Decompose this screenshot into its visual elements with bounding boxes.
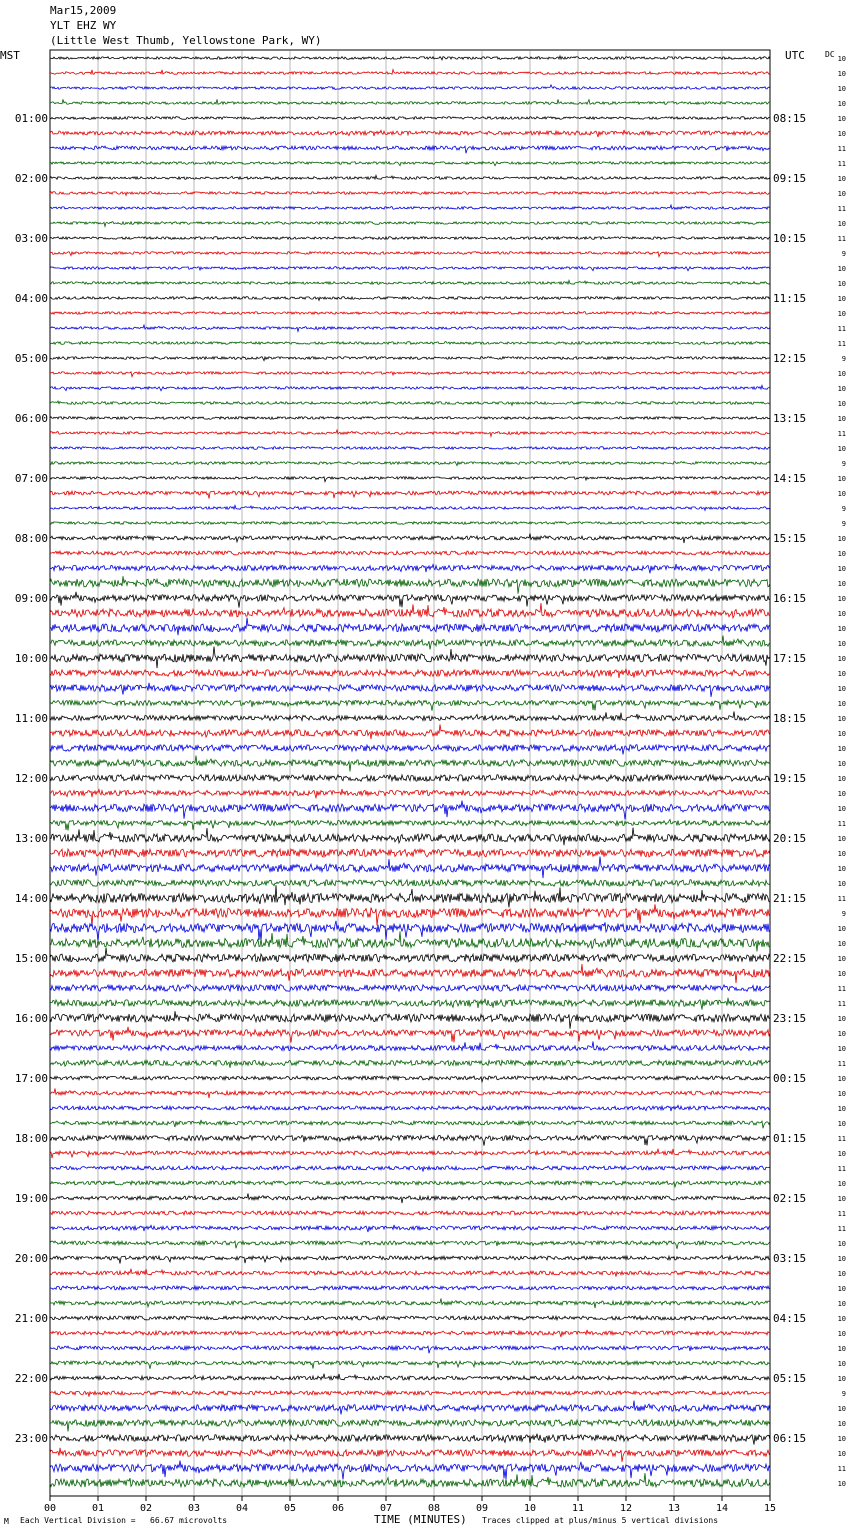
dc-offset-label: 10 bbox=[837, 805, 846, 813]
dc-offset-label: 10 bbox=[837, 1345, 846, 1353]
seismic-trace bbox=[50, 491, 770, 499]
seismic-trace bbox=[50, 312, 770, 315]
right-hour-label: 04:15 bbox=[773, 1312, 807, 1325]
x-tick-label: 07 bbox=[379, 1503, 393, 1514]
seismic-trace bbox=[50, 636, 770, 650]
x-tick-label: 12 bbox=[619, 1503, 633, 1514]
seismic-trace bbox=[50, 1374, 770, 1380]
label-group bbox=[15, 55, 846, 1514]
dc-offset-label: 10 bbox=[837, 1330, 846, 1338]
seismic-trace bbox=[50, 700, 770, 710]
seismic-trace bbox=[50, 618, 770, 636]
x-tick-label: 00 bbox=[43, 1503, 57, 1514]
plot-date: Mar15,2009 bbox=[50, 4, 117, 17]
left-hour-label: 15:00 bbox=[14, 952, 48, 965]
dc-offset-label: 10 bbox=[837, 535, 846, 543]
seismic-trace bbox=[50, 828, 770, 846]
x-tick-label: 08 bbox=[427, 1503, 441, 1514]
seismic-trace bbox=[50, 205, 770, 209]
dc-offset-label: 10 bbox=[837, 295, 846, 303]
seismic-trace bbox=[50, 146, 770, 153]
seismic-trace bbox=[50, 801, 770, 820]
dc-offset-label: 10 bbox=[837, 1195, 846, 1203]
right-hour-label: 03:15 bbox=[773, 1252, 807, 1265]
seismic-trace bbox=[50, 1473, 770, 1487]
right-hour-label: 13:15 bbox=[773, 412, 807, 425]
seismic-trace bbox=[50, 85, 770, 89]
dc-offset-label: 9 bbox=[841, 520, 846, 528]
dc-offset-label: 10 bbox=[837, 1255, 846, 1263]
seismic-trace bbox=[50, 921, 770, 942]
seismic-trace bbox=[50, 417, 770, 420]
left-hour-label: 06:00 bbox=[14, 412, 48, 425]
dc-offset-label: 10 bbox=[837, 670, 846, 678]
seismic-trace bbox=[50, 724, 770, 739]
dc-offset-label: 10 bbox=[837, 1090, 846, 1098]
seismic-trace bbox=[50, 985, 770, 991]
left-hour-label: 09:00 bbox=[14, 592, 48, 605]
right-hour-label: 17:15 bbox=[773, 652, 807, 665]
seismic-trace bbox=[50, 998, 770, 1010]
dc-offset-label: 10 bbox=[837, 1375, 846, 1383]
left-hour-label: 01:00 bbox=[14, 112, 48, 125]
dc-offset-label: 10 bbox=[837, 955, 846, 963]
x-tick-label: 06 bbox=[331, 1503, 345, 1514]
seismic-trace bbox=[50, 1316, 770, 1320]
right-hour-label: 15:15 bbox=[773, 532, 807, 545]
seismic-trace bbox=[50, 297, 770, 301]
dc-offset-label: 10 bbox=[837, 730, 846, 738]
right-hour-label: 01:15 bbox=[773, 1132, 807, 1145]
dc-offset-label: 10 bbox=[837, 490, 846, 498]
dc-offset-label: 11 bbox=[837, 1225, 846, 1233]
dc-offset-label: 10 bbox=[837, 1030, 846, 1038]
x-tick-label: 01 bbox=[91, 1503, 105, 1514]
dc-offset-label: 10 bbox=[837, 1315, 846, 1323]
seismic-trace bbox=[50, 1011, 770, 1028]
dc-offset-label: 9 bbox=[841, 460, 846, 468]
seismic-trace bbox=[50, 1120, 770, 1128]
left-hour-label: 18:00 bbox=[14, 1132, 48, 1145]
dc-offset-label: 10 bbox=[837, 700, 846, 708]
dc-offset-label: 11 bbox=[837, 1135, 846, 1143]
seismic-trace bbox=[50, 885, 770, 907]
seismic-trace bbox=[50, 904, 770, 926]
dc-offset-label: 10 bbox=[837, 640, 846, 648]
left-hour-label: 11:00 bbox=[14, 712, 48, 725]
dc-offset-label: 10 bbox=[837, 55, 846, 63]
left-hour-label: 10:00 bbox=[14, 652, 48, 665]
right-hour-label: 14:15 bbox=[773, 472, 807, 485]
dc-offset-label: 11 bbox=[837, 1060, 846, 1068]
right-timezone-label: UTC bbox=[785, 49, 805, 62]
right-hour-label: 05:15 bbox=[773, 1372, 807, 1385]
seismic-trace bbox=[50, 99, 770, 104]
dc-offset-label: 10 bbox=[837, 70, 846, 78]
seismic-trace bbox=[50, 325, 770, 331]
seismic-trace bbox=[50, 669, 770, 678]
dc-offset-label: 10 bbox=[837, 625, 846, 633]
seismic-trace bbox=[50, 430, 770, 436]
dc-offset-label: 9 bbox=[841, 1390, 846, 1398]
dc-offset-label: 11 bbox=[837, 325, 846, 333]
dc-offset-label: 11 bbox=[837, 430, 846, 438]
dc-offset-label: 10 bbox=[837, 835, 846, 843]
seismic-trace bbox=[50, 357, 770, 361]
dc-offset-label: 10 bbox=[837, 385, 846, 393]
seismic-trace bbox=[50, 192, 770, 196]
dc-offset-label: 10 bbox=[837, 1045, 846, 1053]
seismic-trace bbox=[50, 70, 770, 75]
x-tick-label: 05 bbox=[283, 1503, 297, 1514]
seismic-trace bbox=[50, 447, 770, 450]
x-tick-label: 03 bbox=[187, 1503, 201, 1514]
seismic-trace bbox=[50, 1420, 770, 1432]
dc-offset-label: 10 bbox=[837, 1180, 846, 1188]
right-hour-label: 22:15 bbox=[773, 952, 807, 965]
trace-group bbox=[50, 56, 770, 1487]
dc-offset-label: 10 bbox=[837, 475, 846, 483]
seismic-trace bbox=[50, 1434, 770, 1445]
seismic-trace bbox=[50, 683, 770, 697]
dc-offset-label: 11 bbox=[837, 895, 846, 903]
seismic-trace bbox=[50, 56, 770, 60]
left-hour-label: 04:00 bbox=[14, 292, 48, 305]
seismic-trace bbox=[50, 162, 770, 166]
dc-offset-label: 10 bbox=[837, 580, 846, 588]
dc-offset-label: 10 bbox=[837, 1240, 846, 1248]
dc-offset-label: 11 bbox=[837, 1000, 846, 1008]
seismic-trace bbox=[50, 789, 770, 798]
seismic-trace bbox=[50, 1391, 770, 1397]
scale-label: Each Vertical Division = 66.67 microvolts bbox=[20, 1516, 228, 1525]
dc-offset-label: 10 bbox=[837, 790, 846, 798]
dc-offset-label: 11 bbox=[837, 205, 846, 213]
seismic-trace bbox=[50, 1194, 770, 1204]
x-tick-label: 11 bbox=[571, 1503, 585, 1514]
dc-offset-label: 10 bbox=[837, 1015, 846, 1023]
seismic-trace bbox=[50, 1060, 770, 1067]
right-hour-label: 12:15 bbox=[773, 352, 807, 365]
seismic-trace bbox=[50, 1361, 770, 1369]
seismic-trace bbox=[50, 342, 770, 345]
left-hour-label: 16:00 bbox=[14, 1012, 48, 1025]
seismic-trace bbox=[50, 1089, 770, 1099]
dc-offset-label: 11 bbox=[837, 985, 846, 993]
seismic-trace bbox=[50, 1041, 770, 1050]
dc-offset-label: 11 bbox=[837, 1465, 846, 1473]
right-hour-label: 09:15 bbox=[773, 172, 807, 185]
right-hour-label: 06:15 bbox=[773, 1432, 807, 1445]
clip-note: Traces clipped at plus/minus 5 vertical divisions bbox=[482, 1516, 719, 1525]
dc-offset-label: 10 bbox=[837, 445, 846, 453]
seismic-trace bbox=[50, 857, 770, 879]
seismic-trace bbox=[50, 603, 770, 618]
seismic-trace bbox=[50, 385, 770, 390]
dc-offset-label: 10 bbox=[837, 85, 846, 93]
dc-offset-label: 11 bbox=[837, 1210, 846, 1218]
dc-offset-label: 10 bbox=[837, 400, 846, 408]
dc-offset-label: 10 bbox=[837, 760, 846, 768]
dc-offset-label: 10 bbox=[837, 370, 846, 378]
dc-offset-label: 9 bbox=[841, 355, 846, 363]
seismic-trace bbox=[50, 745, 770, 755]
seismic-trace bbox=[50, 175, 770, 179]
seismic-trace bbox=[50, 534, 770, 544]
left-hour-label: 08:00 bbox=[14, 532, 48, 545]
seismic-trace bbox=[50, 1181, 770, 1187]
dc-offset-label: 10 bbox=[837, 775, 846, 783]
seismic-trace bbox=[50, 505, 770, 510]
seismic-trace bbox=[50, 880, 770, 886]
dc-offset-label: 10 bbox=[837, 1120, 846, 1128]
x-tick-label: 15 bbox=[763, 1503, 777, 1514]
seismic-trace bbox=[50, 1346, 770, 1353]
seismic-trace bbox=[50, 1286, 770, 1290]
seismic-trace bbox=[50, 1105, 770, 1111]
seismic-trace bbox=[50, 576, 770, 594]
x-tick-label: 09 bbox=[475, 1503, 489, 1514]
seismic-trace bbox=[50, 1241, 770, 1249]
dc-label: DC bbox=[825, 50, 835, 59]
seismic-trace bbox=[50, 775, 770, 781]
left-hour-label: 02:00 bbox=[14, 172, 48, 185]
seismic-trace bbox=[50, 267, 770, 271]
seismic-trace bbox=[50, 1269, 770, 1277]
dc-offset-label: 10 bbox=[837, 415, 846, 423]
dc-offset-label: 10 bbox=[837, 1300, 846, 1308]
dc-offset-label: 11 bbox=[837, 235, 846, 243]
seismic-trace bbox=[50, 820, 770, 831]
seismic-trace bbox=[50, 522, 770, 525]
seismic-trace bbox=[50, 592, 770, 608]
x-tick-label: 14 bbox=[715, 1503, 729, 1514]
dc-offset-label: 9 bbox=[841, 505, 846, 513]
seismic-trace bbox=[50, 1166, 770, 1172]
right-hour-label: 18:15 bbox=[773, 712, 807, 725]
station-location: (Little West Thumb, Yellowstone Park, WY) bbox=[50, 34, 322, 47]
x-tick-label: 04 bbox=[235, 1503, 249, 1514]
dc-offset-label: 10 bbox=[837, 265, 846, 273]
dc-offset-label: 10 bbox=[837, 940, 846, 948]
dc-offset-label: 9 bbox=[841, 250, 846, 258]
dc-offset-label: 11 bbox=[837, 820, 846, 828]
dc-offset-label: 10 bbox=[837, 1420, 846, 1428]
dc-offset-label: 10 bbox=[837, 655, 846, 663]
seismic-trace bbox=[50, 1255, 770, 1263]
left-hour-label: 19:00 bbox=[14, 1192, 48, 1205]
seismic-trace bbox=[50, 237, 770, 240]
seismic-trace bbox=[50, 1211, 770, 1215]
dc-offset-label: 10 bbox=[837, 1150, 846, 1158]
dc-offset-label: 10 bbox=[837, 880, 846, 888]
dc-offset-label: 10 bbox=[837, 865, 846, 873]
seismic-trace bbox=[50, 756, 770, 772]
right-hour-label: 23:15 bbox=[773, 1012, 807, 1025]
dc-offset-label: 10 bbox=[837, 1360, 846, 1368]
left-hour-label: 17:00 bbox=[14, 1072, 48, 1085]
dc-offset-label: 10 bbox=[837, 1405, 846, 1413]
right-hour-label: 02:15 bbox=[773, 1192, 807, 1205]
seismic-trace bbox=[50, 280, 770, 284]
dc-offset-label: 10 bbox=[837, 715, 846, 723]
dc-offset-label: 10 bbox=[837, 1105, 846, 1113]
corner-mark: M bbox=[4, 1517, 9, 1526]
seismic-trace bbox=[50, 1149, 770, 1158]
right-hour-label: 11:15 bbox=[773, 292, 807, 305]
dc-offset-label: 10 bbox=[837, 280, 846, 288]
dc-offset-label: 10 bbox=[837, 1270, 846, 1278]
dc-offset-label: 10 bbox=[837, 745, 846, 753]
left-hour-label: 23:00 bbox=[14, 1432, 48, 1445]
dc-offset-label: 10 bbox=[837, 1480, 846, 1488]
dc-offset-label: 10 bbox=[837, 1435, 846, 1443]
seismic-trace bbox=[50, 948, 770, 962]
right-hour-label: 00:15 bbox=[773, 1072, 807, 1085]
dc-offset-label: 10 bbox=[837, 685, 846, 693]
dc-offset-label: 10 bbox=[837, 190, 846, 198]
left-hour-label: 03:00 bbox=[14, 232, 48, 245]
dc-offset-label: 10 bbox=[837, 175, 846, 183]
dc-offset-label: 11 bbox=[837, 1165, 846, 1173]
seismic-trace bbox=[50, 1225, 770, 1232]
dc-offset-label: 10 bbox=[837, 115, 846, 123]
dc-offset-label: 10 bbox=[837, 100, 846, 108]
left-hour-label: 14:00 bbox=[14, 892, 48, 905]
seismic-trace bbox=[50, 462, 770, 466]
seismic-trace bbox=[50, 711, 770, 720]
seismic-trace bbox=[50, 964, 770, 983]
seismic-trace bbox=[50, 1076, 770, 1082]
seismic-trace bbox=[50, 130, 770, 137]
x-tick-label: 13 bbox=[667, 1503, 681, 1514]
dc-offset-label: 9 bbox=[841, 910, 846, 918]
seismic-trace bbox=[50, 1448, 770, 1462]
seismic-trace bbox=[50, 477, 770, 482]
x-axis-title: TIME (MINUTES) bbox=[374, 1513, 467, 1526]
seismic-trace bbox=[50, 1330, 770, 1337]
seismic-trace bbox=[50, 1135, 770, 1145]
left-hour-label: 07:00 bbox=[14, 472, 48, 485]
left-hour-label: 12:00 bbox=[14, 772, 48, 785]
dc-offset-label: 10 bbox=[837, 1285, 846, 1293]
right-hour-label: 21:15 bbox=[773, 892, 807, 905]
left-hour-label: 13:00 bbox=[14, 832, 48, 845]
left-hour-label: 05:00 bbox=[14, 352, 48, 365]
dc-offset-label: 11 bbox=[837, 340, 846, 348]
seismic-trace bbox=[50, 849, 770, 857]
left-hour-label: 22:00 bbox=[14, 1372, 48, 1385]
seismic-trace bbox=[50, 1027, 770, 1043]
right-hour-label: 08:15 bbox=[773, 112, 807, 125]
seismic-trace bbox=[50, 1401, 770, 1415]
left-hour-label: 21:00 bbox=[14, 1312, 48, 1325]
x-tick-label: 02 bbox=[139, 1503, 153, 1514]
dc-offset-label: 10 bbox=[837, 550, 846, 558]
dc-offset-label: 10 bbox=[837, 970, 846, 978]
dc-offset-label: 10 bbox=[837, 130, 846, 138]
seismic-trace bbox=[50, 222, 770, 227]
dc-offset-label: 11 bbox=[837, 160, 846, 168]
left-hour-label: 20:00 bbox=[14, 1252, 48, 1265]
dc-offset-label: 11 bbox=[837, 145, 846, 153]
seismic-trace bbox=[50, 1461, 770, 1480]
seismic-trace bbox=[50, 372, 770, 377]
seismic-trace bbox=[50, 647, 770, 669]
left-timezone-label: MST bbox=[0, 49, 20, 62]
dc-offset-label: 10 bbox=[837, 1075, 846, 1083]
x-tick-label: 10 bbox=[523, 1503, 537, 1514]
dc-offset-label: 10 bbox=[837, 310, 846, 318]
seismic-trace bbox=[50, 1299, 770, 1309]
dc-offset-label: 10 bbox=[837, 1450, 846, 1458]
seismic-trace bbox=[50, 117, 770, 120]
right-hour-label: 16:15 bbox=[773, 592, 807, 605]
seismic-trace bbox=[50, 931, 770, 951]
right-hour-label: 19:15 bbox=[773, 772, 807, 785]
dc-offset-label: 10 bbox=[837, 610, 846, 618]
dc-offset-label: 10 bbox=[837, 850, 846, 858]
dc-offset-label: 10 bbox=[837, 925, 846, 933]
seismic-trace bbox=[50, 401, 770, 405]
right-hour-label: 10:15 bbox=[773, 232, 807, 245]
dc-offset-label: 10 bbox=[837, 220, 846, 228]
dc-offset-label: 10 bbox=[837, 565, 846, 573]
right-hour-label: 20:15 bbox=[773, 832, 807, 845]
dc-offset-label: 10 bbox=[837, 595, 846, 603]
seismic-trace bbox=[50, 564, 770, 573]
seismic-trace bbox=[50, 252, 770, 257]
seismic-trace bbox=[50, 551, 770, 555]
station-code: YLT EHZ WY bbox=[50, 19, 117, 32]
